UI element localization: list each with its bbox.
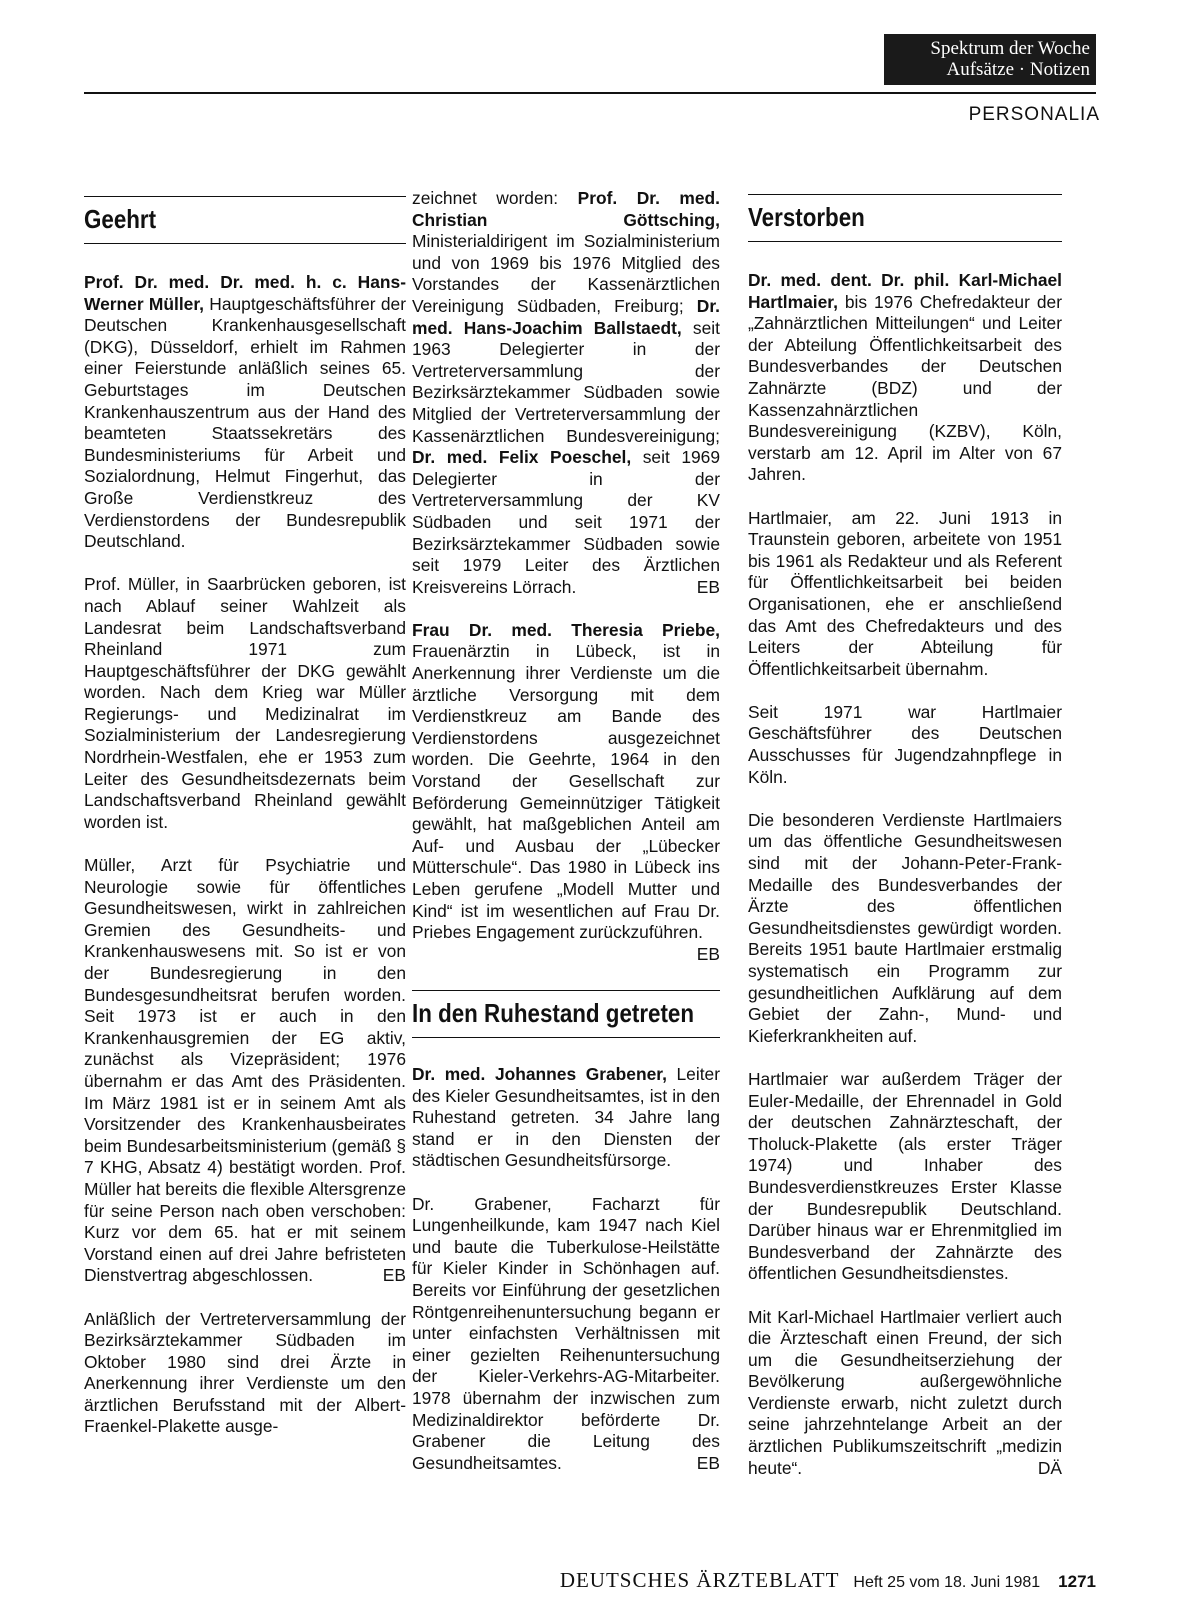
author-signature: EB	[696, 1452, 720, 1473]
person-name: Prof. Dr. med. Dr. med. h. c. Hans-Werner Müller,	[84, 272, 406, 314]
paragraph	[412, 1194, 720, 1475]
person-name: Dr. med. Felix Poeschel,	[412, 447, 632, 468]
paragraph-text: Dr. Grabener, Facharzt für Lungenheilkunde, kam 1947 nach Kiel und baute die Tuberkulose-Heilstätte für Kieler Kinder in Schönhagen auf. Bereits vor Einführung der gesetzlichen Röntgenreihenuntersuchung begann er unter einfachsten Verhältnissen mit einer gezielten Reihenuntersuchung der Kieler-Verkehrs-AG-Mitarbeiter. 1978 übernahm der inzwischen zum Medizinaldirektor beförderte Dr. Grabener die Leitung des Gesundheitsamtes.	[412, 1193, 720, 1473]
paragraph-text: Leiter des Kieler Gesundheitsamtes, ist in den Ruhestand getreten. 34 Jahre lang stand er in den Diensten der städtischen Gesundheitsfürsorge.	[412, 1064, 720, 1171]
heading-ruhestand: In den Ruhestand getreten	[412, 998, 695, 1028]
person-name: Dr. med. Johannes Grabener,	[412, 1064, 667, 1084]
author-signature: DÄ	[1037, 1457, 1062, 1478]
paragraph-text: Müller, Arzt für Psychiatrie und Neurologie sowie für öffentliches Gesundheitswesen, wirkt in zahlreichen Gremien des Gesundheits- und Krankenhauswesens mit. So ist er von der Bundesregierung in den Bundesgesundheitsrat berufen worden. Seit 1973 ist er auch in den Krankenhausgremien der EG aktiv, zunächst als Vizepräsident; 1976 übernahm er das Amt des Präsidenten. Im März 1981 ist er in seinem Amt als Vorsitzender des Krankenhausbeirates beim Bundesarbeitsministerium (gemäß § 7 KHG, Absatz 4) bestätigt worden. Prof. Müller hat bereits die flexible Altersgrenze für seine Person nach oben verschoben: Kurz vor dem 65. hat er mit seinem Vorstand einen auf drei Jahre befristeten Dienstvertrag abgeschlossen.	[84, 855, 406, 1286]
section-badge	[884, 34, 1096, 85]
author-signature: EB	[696, 576, 720, 597]
paragraph-text: Mit Karl-Michael Hartlmaier verliert auch die Ärzteschaft einen Freund, der sich um die Gesundheitserziehung der Bevölkerung außergewöhnliche Verdienste erwarb, nicht zuletzt durch seine jahrzehntelange Arbeit an der ärztlichen Publikumszeitschrift „medizin heute“.	[748, 1306, 1062, 1478]
paragraph-text: Frauenärztin in Lübeck, ist in Anerkennung ihrer Verdienste um die ärztliche Versorgung mit dem Verdienstkreuz am Bande des Verdienstordens ausgezeichnet worden. Die Geehrte, 1964 in den Vorstand der Gesellschaft zur Beförderung Gemeinnütziger Tätigkeit gewählt, hat maßgeblichen Anteil am Auf- und Ausbau der „Lübecker Mütterschule“. Das 1980 in Lübeck ins Leben gerufene „Modell Mutter und Kind“ ist im wesentlichen auf Frau Dr. Priebes Engagement zurückzuführen.	[412, 641, 720, 943]
paragraph: Hartlmaier war außerdem Träger der Euler-Medaille, der Ehrennadel in Gold der deutschen Zahnärzteschaft, der Tholuck-Plakette (als erster Träger 1974) und Inhaber des Bundesverdienstkreuzes Erster Klasse der Bundesrepublik Deutschland. Darüber hinaus war er Ehrenmitglied im Bundesverband der Zahnärzte des öffentlichen Gesundheitsdienstes.	[748, 1068, 1062, 1284]
author-signature: EB	[696, 943, 720, 964]
heading-verstorben: Verstorben	[748, 202, 865, 232]
paragraph-text: seit 1963 Delegierter in der Vertreterversammlung der Bezirksärztekammer Südbaden sowie Mitglied der Vertreterversammlung der Kassenärztlichen Bundesvereinigung;	[412, 317, 720, 446]
paragraph	[412, 1064, 720, 1172]
section-label: PERSONALIA	[968, 104, 1100, 125]
paragraph: Hartlmaier, am 22. Juni 1913 in Traunstein geboren, arbeitete von 1951 bis 1961 als Redakteur und als Referent für Öffentlichkeitsarbeit bei beiden Organisationen, ehe er anschließend das Amt des Chefredakteurs und des Leiters der Abteilung für Öffentlichkeitsarbeit übernahm.	[748, 507, 1062, 679]
paragraph-text: zeichnet worden:	[412, 188, 578, 208]
page-number: 1271	[1058, 1572, 1096, 1591]
column-1	[84, 196, 406, 1438]
person-name: Frau Dr. med. Theresia Priebe,	[412, 619, 720, 640]
person-name: Prof. Dr. med. Christian Göttsching,	[412, 188, 720, 230]
paragraph	[84, 855, 406, 1287]
heading-rule-bottom	[84, 243, 406, 244]
paragraph: Die besonderen Verdienste Hartlmaiers um das öffentliche Gesundheitswesen sind mit der Johann-Peter-Frank-Medaille des Bundesverbandes der Ärzte des öffentlichen Gesundheitsdienstes gewürdigt worden. Bereits 1951 baute Hartlmaier erstmalig systematisch ein Programm zur gesundheitlichen Aufklärung auf dem Gebiet der Zahn-, Mund- und Kieferkrankheiten auf.	[748, 809, 1062, 1046]
person-name: Dr. med. dent. Dr. phil. Karl-Michael Hartlmaier,	[748, 270, 1062, 312]
paragraph	[412, 619, 720, 964]
heading-block-geehrt	[84, 196, 406, 244]
heading-rule-bottom	[412, 1037, 720, 1038]
paragraph-text: bis 1976 Chefredakteur der „Zahnärztlichen Mitteilungen“ und Leiter der Abteilung Öffentlichkeitsarbeit des Bundesverbandes der Deutschen Zahnärzte (BDZ) und der Kassenzahnärztlichen Bundesvereinigung (KZBV), Köln, verstarb am 12. April im Alter von 67 Jahren.	[748, 291, 1062, 485]
heading-geehrt: Geehrt	[84, 204, 157, 234]
column-2-lower	[412, 990, 720, 1474]
person-name: Dr. med. Hans-Joachim Ballstaedt,	[412, 295, 720, 338]
badge-line-2: Aufsätze · Notizen	[946, 59, 1090, 80]
paragraph: Seit 1971 war Hartlmaier Geschäftsführer des Deutschen Ausschusses für Jugendzahnpflege in Köln.	[748, 701, 1062, 787]
paragraph	[748, 270, 1062, 486]
paragraph-text: Hauptgeschäftsführer der Deutschen Krankenhausgesellschaft (DKG), Düsseldorf, erhielt im Rahmen einer Feierstunde anläßlich seines 65. Geburtstages im Deutschen Krankenhauszentrum aus der Hand des beamteten Staatssekretärs des Bundesministeriums für Arbeit und Sozialordnung, Helmut Fingerhut, das Große Verdienstkreuz des Verdienstordens der Bundesrepublik Deutschland.	[84, 293, 406, 552]
paragraph-text: seit 1969 Delegierter in der Vertreterversammlung der KV Südbaden und seit 1971 der Bezirksärztekammer Südbaden sowie seit 1979 Leiter des Ärztlichen Kreisvereins Lörrach.	[412, 447, 721, 597]
paragraph-text: Ministerialdirigent im Sozialministerium und von 1969 bis 1976 Mitglied des Vorstandes der Kassenärztlichen Vereinigung Südbaden, Freiburg;	[412, 231, 720, 316]
issue-info: Heft 25 vom 18. Juni 1981	[853, 1574, 1041, 1591]
header-rule	[84, 92, 1096, 94]
column-3	[748, 194, 1062, 1479]
column-2	[412, 188, 720, 965]
paragraph	[412, 188, 720, 598]
journal-title: DEUTSCHES ÄRZTEBLATT	[559, 1568, 840, 1592]
badge-line-1: Spektrum der Woche	[930, 38, 1090, 59]
paragraph	[748, 1307, 1062, 1480]
page-footer	[470, 1568, 1096, 1593]
heading-rule-bottom	[748, 241, 1062, 242]
heading-block-verstorben	[748, 194, 1062, 242]
paragraph: Prof. Müller, in Saarbrücken geboren, ist nach Ablauf seiner Wahlzeit als Landesrat beim Landschaftsverband Rheinland 1971 zum Hauptgeschäftsführer der DKG gewählt worden. Nach dem Krieg war Müller Regierungs- und Medizinalrat im Sozialministerium der Landesregierung Nordrhein-Westfalen, ehe er 1953 zum Leiter des Gesundheitsdezernats beim Landschaftsverband Rheinland gewählt worden ist.	[84, 574, 406, 832]
paragraph: Anläßlich der Vertreterversammlung der Bezirksärztekammer Südbaden im Oktober 1980 sind drei Ärzte in Anerkennung ihrer Verdienste um den ärztlichen Berufsstand mit der Albert-Fraenkel-Plakette ausge-	[84, 1308, 406, 1437]
author-signature: EB	[382, 1265, 406, 1286]
heading-block-ruhestand	[412, 990, 720, 1038]
paragraph	[84, 272, 406, 553]
